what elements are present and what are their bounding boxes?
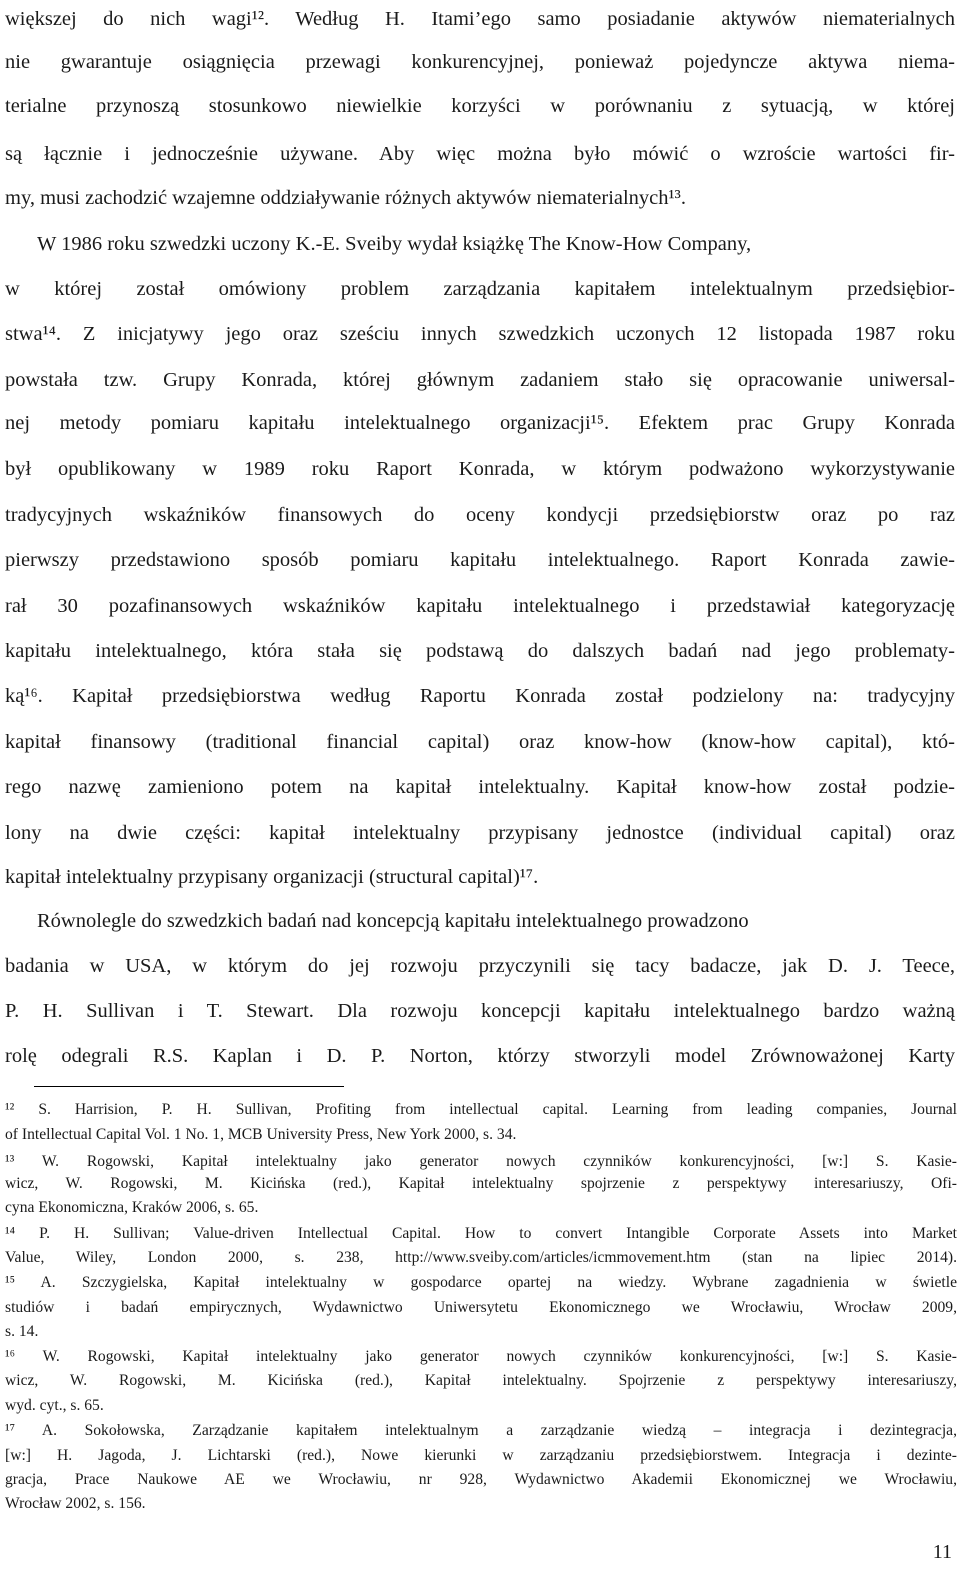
body-line: kapitał finansowy (traditional financial capital) oraz know-how (know-how capital), któ-: [5, 731, 955, 753]
footnote-line: Value, Wiley, London 2000, s. 238, http://www.sveiby.com/articles/icmmovement.htm (stan na lipiec 2014).: [5, 1249, 957, 1266]
footnote-line: of Intellectual Capital Vol. 1 No. 1, MCB University Press, New York 2000, s. 34.: [5, 1126, 517, 1143]
footnote-separator: [34, 1086, 344, 1087]
footnote-line: cyna Ekonomiczna, Kraków 2006, s. 65.: [5, 1199, 259, 1216]
footnote-line: wicz, W. Rogowski, M. Kicińska (red.), Kapitał intelektualny spojrzenie z perspektywy interesariuszy, Ofi-: [5, 1175, 957, 1192]
body-line: są łącznie i jednocześnie używane. Aby więc można było mówić o wzroście wartości fir-: [5, 143, 955, 165]
body-line: kapitału intelektualnego, która stała się podstawą do dalszych badań nad jego problematy-: [5, 640, 955, 662]
body-line: rego nazwę zamieniono potem na kapitał intelektualny. Kapitał know-how został podzie-: [5, 776, 955, 798]
body-line: rolę odegrali R.S. Kaplan i D. P. Norton, którzy stworzyli model Zrównoważonej Karty: [5, 1045, 955, 1067]
footnote-line: Wrocław 2002, s. 156.: [5, 1495, 146, 1512]
footnote-line: ¹³ W. Rogowski, Kapitał intelektualny jako generator nowych czynników konkurencyjności, [w:] S. Kasie-: [5, 1153, 957, 1170]
body-line: większej do nich wagi¹². Według H. Itami’ego samo posiadanie aktywów niematerialnych: [5, 8, 955, 30]
body-line: rał 30 pozafinansowych wskaźników kapitału intelektualnego i przedstawiał kategoryzację: [5, 595, 955, 617]
body-line: my, musi zachodzić wzajemne oddziaływanie różnych aktywów niematerialnych¹³.: [5, 187, 686, 209]
footnote-line: ¹⁵ A. Szczygielska, Kapitał intelektualny w gospodarce opartej na wiedzy. Wybrane zagadnienia w świetle: [5, 1274, 957, 1291]
body-line: lony na dwie części: kapitał intelektualny przypisany jednostce (individual capital) oraz: [5, 822, 955, 844]
footnote-line: ¹⁶ W. Rogowski, Kapitał intelektualny jako generator nowych czynników konkurencyjności, [w:] S. Kasie-: [5, 1348, 957, 1365]
body-line: W 1986 roku szwedzki uczony K.-E. Sveiby wydał książkę The Know-How Company,: [37, 233, 752, 255]
body-line: tradycyjnych wskaźników finansowych do oceny kondycji przedsiębiorstw oraz po raz: [5, 504, 955, 526]
body-line: kapitał intelektualny przypisany organizacji (structural capital)¹⁷.: [5, 866, 539, 888]
body-line: Równolegle do szwedzkich badań nad koncepcją kapitału intelektualnego prowadzono: [37, 910, 749, 932]
body-line: pierwszy przedstawiono sposób pomiaru kapitału intelektualnego. Raport Konrada zawie-: [5, 549, 955, 571]
body-line: nej metody pomiaru kapitału intelektualnego organizacji¹⁵. Efektem prac Grupy Konrada: [5, 412, 955, 434]
body-line: nie gwarantuje osiągnięcia przewagi konkurencyjnej, ponieważ pojedyncze aktywa niema-: [5, 51, 955, 73]
body-line: w której został omówiony problem zarządzania kapitałem intelektualnym przedsiębior-: [5, 278, 955, 300]
body-line: powstała tzw. Grupy Konrada, której głównym zadaniem stało się opracowanie uniwersal-: [5, 369, 955, 391]
footnote-line: wicz, W. Rogowski, M. Kicińska (red.), Kapitał intelektualny. Spojrzenie z perspektywy interesariuszy,: [5, 1372, 957, 1389]
footnote-line: ¹⁴ P. H. Sullivan; Value-driven Intellectual Capital. How to convert Intangible Corporate Assets into Market: [5, 1225, 957, 1242]
footnote-line: ¹⁷ A. Sokołowska, Zarządzanie kapitałem intelektualnym a zarządzanie wiedzą – integracja i dezintegracja,: [5, 1422, 957, 1439]
body-line: badania w USA, w którym do jej rozwoju przyczynili się tacy badacze, jak D. J. Teece,: [5, 955, 955, 977]
body-line: terialne przynoszą stosunkowo niewielkie korzyści w porównaniu z sytuacją, w której: [5, 95, 955, 117]
body-line: P. H. Sullivan i T. Stewart. Dla rozwoju koncepcji kapitału intelektualnego bardzo ważną: [5, 1000, 955, 1022]
body-line: ką¹⁶. Kapitał przedsiębiorstwa według Raportu Konrada został podzielony na: tradycyjny: [5, 685, 955, 707]
body-line: był opublikowany w 1989 roku Raport Konrada, w którym podważono wykorzystywanie: [5, 458, 955, 480]
footnote-line: ¹² S. Harrision, P. H. Sullivan, Profiting from intellectual capital. Learning from leading companies, Journal: [5, 1101, 957, 1118]
footnote-line: s. 14.: [5, 1323, 39, 1340]
footnote-line: studiów i badań empirycznych, Wydawnictwo Uniwersytetu Ekonomicznego we Wrocławiu, Wrocław 2009,: [5, 1299, 957, 1316]
body-line: stwa¹⁴. Z inicjatywy jego oraz sześciu innych szwedzkich uczonych 12 listopada 1987 roku: [5, 323, 955, 345]
page-number: 11: [932, 1541, 952, 1563]
footnote-line: [w:] H. Jagoda, J. Lichtarski (red.), Nowe kierunki w zarządzaniu przedsiębiorstwem. Integracja i dezinte-: [5, 1447, 957, 1464]
footnote-line: wyd. cyt., s. 65.: [5, 1397, 104, 1414]
footnote-line: gracja, Prace Naukowe AE we Wrocławiu, nr 928, Wydawnictwo Akademii Ekonomicznej we Wrocławiu,: [5, 1471, 957, 1488]
